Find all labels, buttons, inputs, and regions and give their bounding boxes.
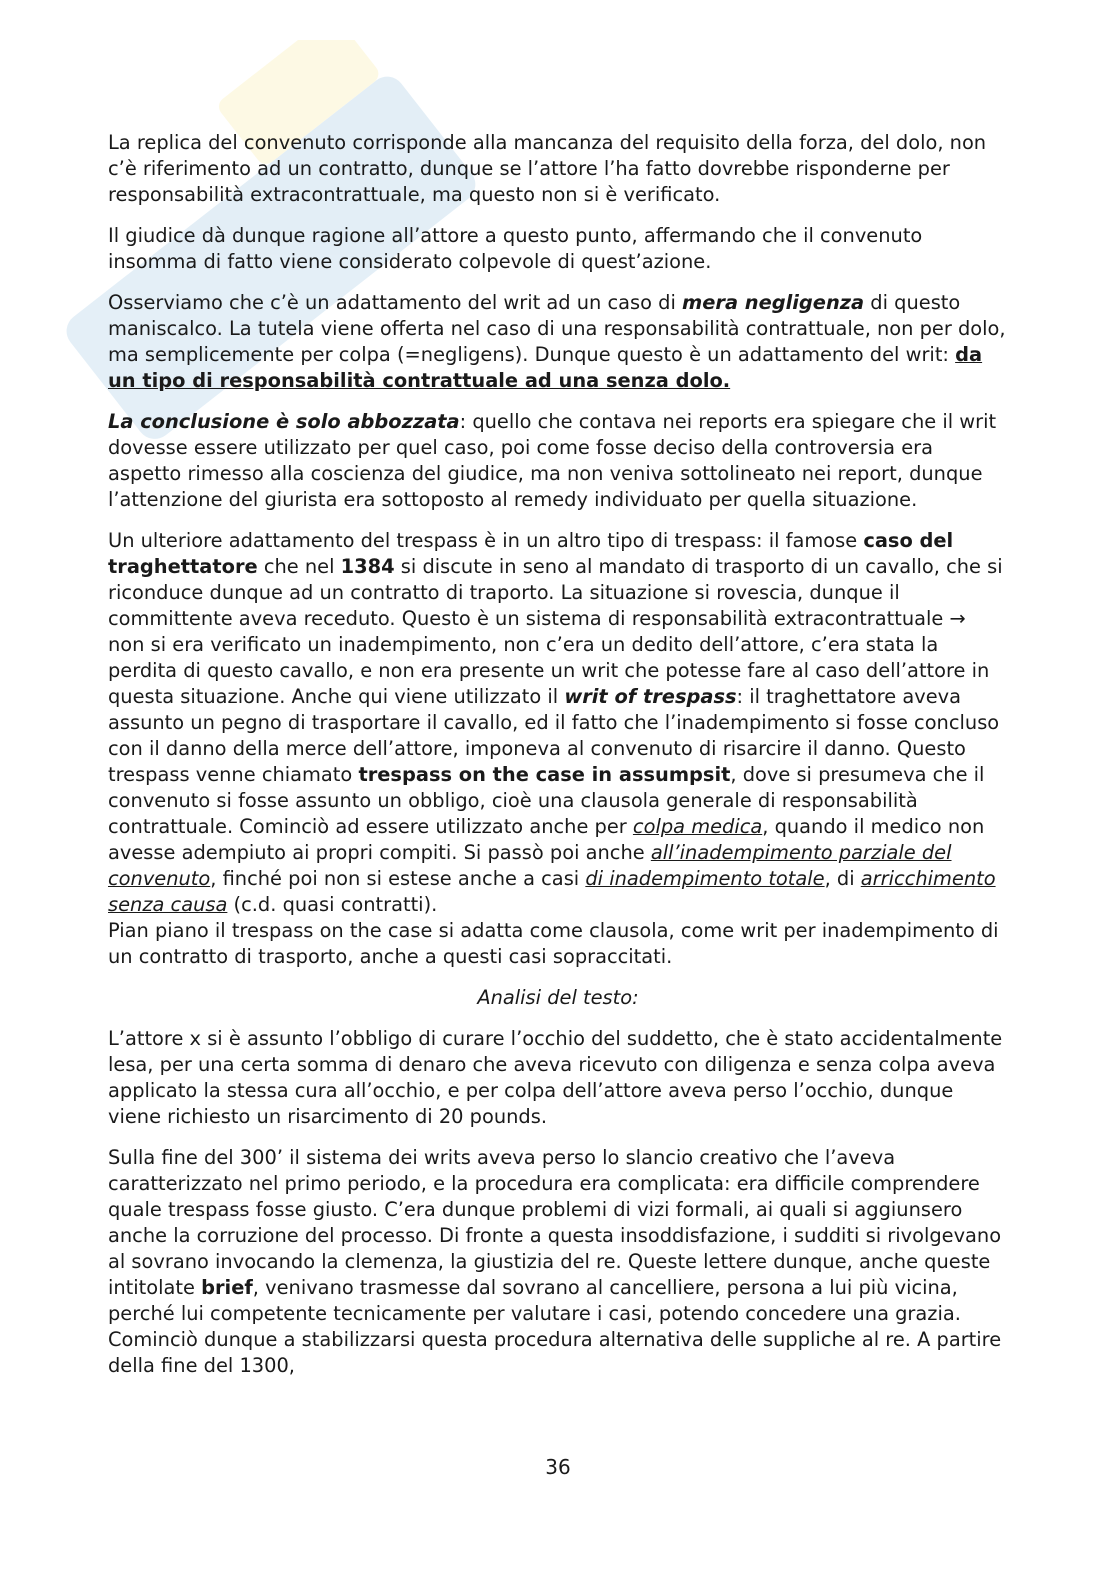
section-heading: Analisi del testo: — [477, 986, 639, 1009]
paragraph-7: L’attore x si è assunto l’obbligo di curare l’occhio del suddetto, che è stato accidentalmente lesa, per una certa somma di denaro che aveva ricevuto con diligenza e senza colpa aveva applicato la stessa cura all’occhio, e per colpa dell’attore aveva perso l’occhio, dunque viene richiesto un risarcimento di 20 pounds. — [108, 1027, 1003, 1128]
paragraph-5: Un ulteriore adattamento del trespass è in un altro tipo di trespass: il famose caso del traghettatore che nel 1384 si discute in seno al mandato di trasporto di un cavallo, che si riconduce dunque ad un contratto di traporto. La situazione si rovescia, dunque il committente aveva receduto. Questo è un sistema di responsabilità extracontrattuale → non si era verificato un inadempimento, non c’era un dedito dell’attore, c’era stata la perdita di questo cavallo, e non era presente un writ che potesse fare al caso dell’attore in questa situazione. Anche qui viene utilizzato il writ of trespass: il traghettatore aveva assunto un pegno di trasportare il cavallo, ed il fatto che l’inadempimento si fosse concluso con il danno della merce dell’attore, imponeva al convenuto di risarcire il danno. Questo trespass venne chiamato trespass on the case in assumpsit, dove si presumeva che il convenuto si fosse assunto un obbligo, cioè una clausola generale di responsabilità contrattuale. Cominciò ad essere utilizzato anche per colpa medica, quando il medico non avesse adempiuto ai propri compiti. Si passò poi anche all’inadempimento parziale del convenuto, finché poi non si estese anche a casi di inadempimento totale, di arricchimento senza causa (c.d. quasi contratti). — [108, 529, 1003, 916]
document-page — [108, 130, 1008, 1394]
arrow-icon: → — [949, 607, 966, 630]
emphasis-caso-traghettatore: caso del traghettatore — [108, 529, 954, 578]
paragraph-8: Sulla fine del 300’ il sistema dei writs aveva perso lo slancio creativo che l’aveva caratterizzato nel primo periodo, e la procedura era complicata: era difficile comprendere quale trespass fosse giusto. C’era dunque problemi di vizi formali, ai quali si aggiunsero anche la corruzione del processo. Di fronte a questa insoddisfazione, i sudditi si rivolgevano al sovrano invocando la clemenza, la giustizia del re. Queste lettere dunque, anche queste intitolate brief, venivano trasmesse dal sovrano al cancelliere, persona a lui più vicina, perché lui competente tecnicamente per valutare i casi, potendo concedere una grazia. Cominciò dunque a stabilizzarsi questa procedura alternativa delle suppliche al re. A partire della fine del 1300, — [108, 1146, 1002, 1377]
paragraph-6: Pian piano il trespass on the case si adatta come clausola, come writ per inadempimento di un contratto di trasporto, anche a questi casi sopraccitati. — [108, 919, 999, 968]
paragraph-3: Osserviamo che c’è un adattamento del writ ad un caso di mera negligenza di questo maniscalco. La tutela viene offerta nel caso di una responsabilità contrattuale, non per dolo, ma semplicemente per colpa (=negligens). Dunque questo è un adattamento del writ: da un tipo di responsabilità contrattuale ad una senza dolo. — [108, 291, 1006, 392]
paragraph-4: La conclusione è solo abbozzata: quello che contava nei reports era spiegare che il writ dovesse essere utilizzato per quel caso, poi come fosse deciso della controversia era aspetto rimesso alla coscienza del giudice, ma non veniva sottolineato nei report, dunque l’attenzione del giurista era sottoposto al remedy individuato per quella situazione. — [108, 410, 997, 511]
emphasis-mera-negligenza: mera negligenza — [682, 291, 865, 314]
emphasis-brief: brief — [201, 1276, 253, 1299]
page-number: 36 — [545, 1455, 571, 1479]
paragraph-1: La replica del convenuto corrisponde alla mancanza del requisito della forza, del dolo, non c’è riferimento ad un contratto, dunque se l’attore l’ha fatto dovrebbe risponderne per responsabilità extracontrattuale, ma questo non si è verificato. — [108, 131, 987, 206]
emphasis-arricchimento: arricchimento senza causa — [108, 867, 996, 916]
emphasis-inadempimento-totale: di inadempimento totale — [585, 867, 825, 890]
paragraph-2: Il giudice dà dunque ragione all’attore a questo punto, affermando che il convenuto insomma di fatto viene considerato colpevole di quest’azione. — [108, 224, 923, 273]
emphasis-conclusione: La conclusione è solo abbozzata — [108, 410, 460, 433]
emphasis-inadempimento-parziale: all’inadempimento parziale del convenuto — [108, 841, 952, 890]
emphasis-adattamento-writ: da un tipo di responsabilità contrattuale ad una senza dolo. — [108, 343, 983, 392]
emphasis-writ-of-trespass: writ of trespass — [564, 685, 737, 708]
emphasis-colpa-medica: colpa medica — [632, 815, 763, 838]
emphasis-assumpsit: trespass on the case in assumpsit — [358, 763, 731, 786]
emphasis-year: 1384 — [340, 555, 395, 578]
